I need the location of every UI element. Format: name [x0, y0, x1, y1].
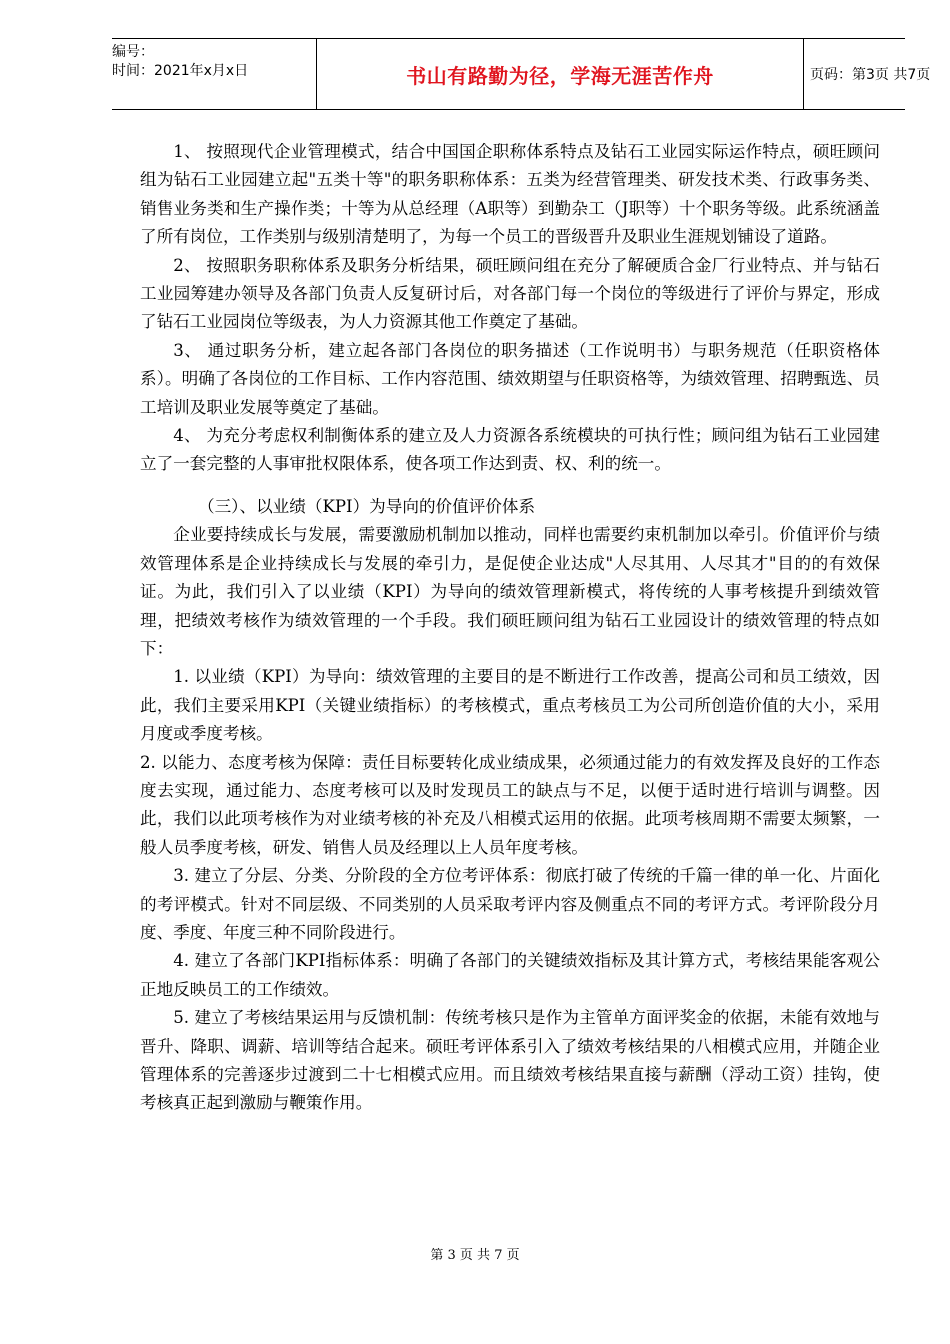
motto-text: 书山有路勤为径，学海无涯苦作舟	[406, 63, 714, 88]
paragraph-6: 1. 以业绩（KPI）为导向：绩效管理的主要目的是不断进行工作改善，提高公司和员工绩效，因此，我们主要采用KPI（关键业绩指标）的考核模式，重点考核员工为公司所创造价值的大小，采用月度或季度考核。	[140, 667, 880, 744]
header-meta	[112, 39, 316, 109]
paragraph-4: 4、 为充分考虑权利制衡体系的建立及人力资源各系统模块的可执行性；顾问组为钻石工业园建立了一套完整的人事审批权限体系，使各项工作达到责、权、利的统一。	[140, 426, 880, 474]
page-header	[112, 38, 931, 110]
paragraph-8: 3. 建立了分层、分类、分阶段的全方位考评体系：彻底打破了传统的千篇一律的单一化、片面化的考评模式。针对不同层级、不同类别的人员采取考评内容及侧重点不同的考评方式。考评阶段分月度、季度、年度三种不同阶段进行。	[140, 866, 880, 942]
section-title: （三）、以业绩（KPI）为导向的价值评价体系	[198, 496, 536, 516]
section-gap	[140, 479, 880, 493]
page-footer: 第 3 页 共 7 页	[430, 1248, 520, 1263]
time-label: 时间：2021年x月x日	[112, 63, 249, 79]
document-body	[140, 138, 880, 1118]
paragraph-9: 4. 建立了各部门KPI指标体系：明确了各部门的关键绩效指标及其计算方式，考核结果能客观公正地反映员工的工作绩效。	[140, 951, 880, 999]
paragraph-2: 2、 按照职务职称体系及职务分析结果，硕旺顾问组在充分了解硬质合金厂行业特点、并与钻石工业园筹建办领导及各部门负责人反复研讨后，对各部门每一个岗位的等级进行了评价与界定，形成了钻石工业园岗位等级表，为人力资源其他工作奠定了基础。	[140, 255, 880, 332]
header-motto-cell	[316, 39, 804, 109]
paragraph-10: 5. 建立了考核结果运用与反馈机制：传统考核只是作为主管单方面评奖金的依据，未能有效地与晋升、降职、调薪、培训等结合起来。硕旺考评体系引入了绩效考核结果的八相模式应用，并随企业管理体系的完善逐步过渡到二十七相模式应用。而且绩效考核结果直接与薪酬（浮动工资）挂钩，使考核真正起到激励与鞭策作用。	[140, 1008, 880, 1113]
number-label: 编号：	[112, 44, 154, 60]
paragraph-3: 3、 通过职务分析，建立起各部门各岗位的职务描述（工作说明书）与职务规范（任职资格体系）。明确了各岗位的工作目标、工作内容范围、绩效期望与任职资格等，为绩效管理、招聘甄选、员工培训及职业发展等奠定了基础。	[140, 340, 880, 417]
header-page-label: 页码：第3页 共7页	[810, 67, 931, 83]
paragraph-7: 2. 以能力、态度考核为保障：责任目标要转化成业绩成果，必须通过能力的有效发挥及良好的工作态度去实现，通过能力、态度考核可以及时发现员工的缺点与不足，以便于适时进行培训与调整。因此，我们以此项考核作为对业绩考核的补充及八相模式运用的依据。此项考核周期不需要太频繁，一般人员季度考核，研发、销售人员及经理以上人员年度考核。	[140, 752, 880, 857]
paragraph-1: 1、 按照现代企业管理模式，结合中国国企职称体系特点及钻石工业园实际运作特点，硕旺顾问组为钻石工业园建立起"五类十等"的职务职称体系：五类为经营管理类、研发技术类、行政事务类、销售业务类和生产操作类；十等为从总经理（A职等）到勤杂工（J职等）十个职务等级。此系统涵盖了所有岗位，工作类别与级别清楚明了，为每一个员工的晋级晋升及职业生涯规划铺设了道路。	[140, 142, 880, 247]
paragraph-5: 企业要持续成长与发展，需要激励机制加以推动，同样也需要约束机制加以牵引。价值评价与绩效管理体系是企业持续成长与发展的牵引力，是促使企业达成"人尽其用、人尽其才"目的的有效保证。为此，我们引入了以业绩（KPI）为导向的绩效管理新模式，将传统的人事考核提升到绩效管理，把绩效考核作为绩效管理的一个手段。我们硕旺顾问组为钻石工业园设计的绩效管理的特点如下：	[140, 525, 880, 658]
